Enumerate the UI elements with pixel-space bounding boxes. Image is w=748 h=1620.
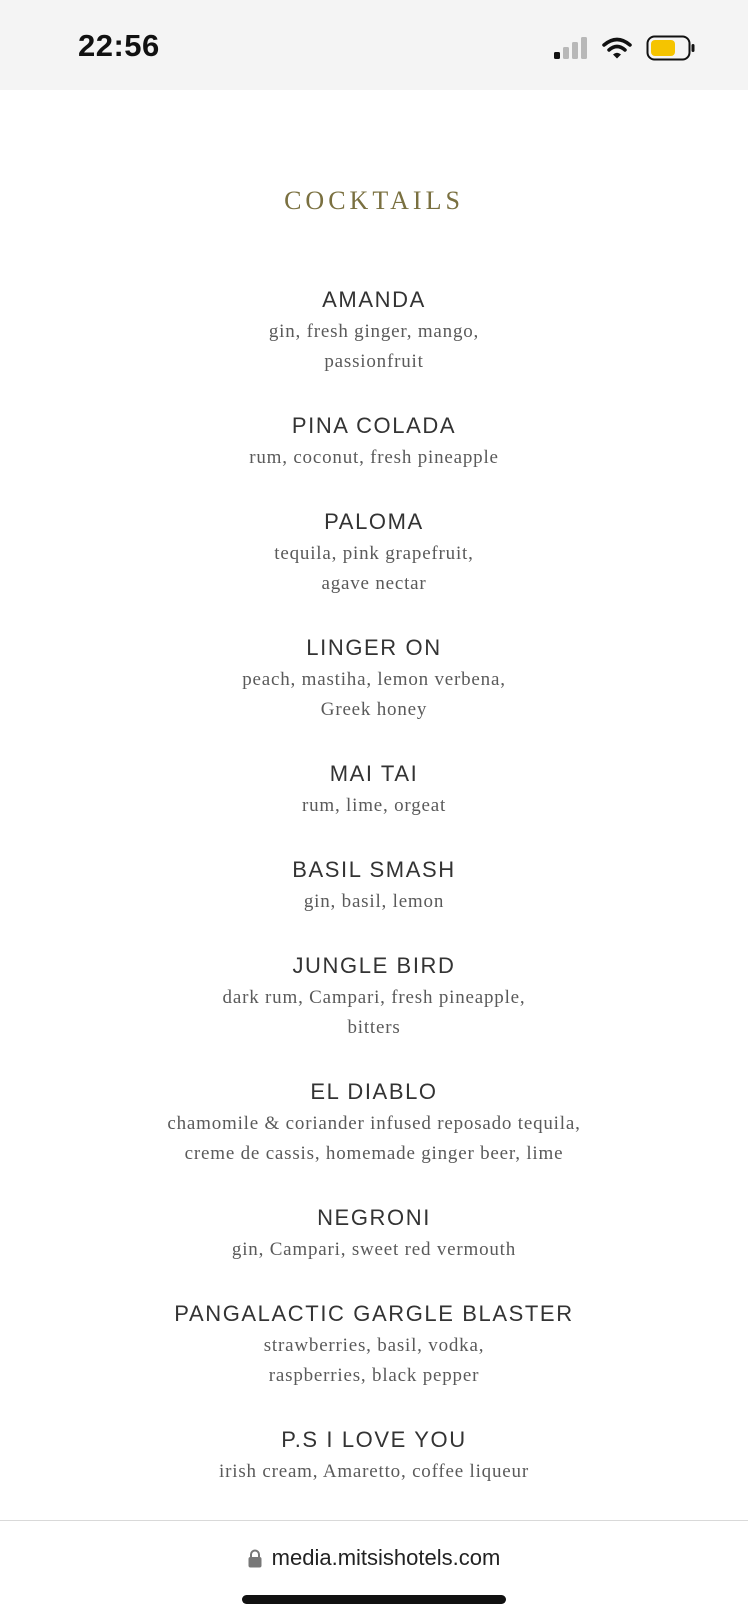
- bottom-divider: [0, 1520, 748, 1521]
- cocktail-name: LINGER ON: [306, 635, 442, 660]
- cocktail-ingredients: rum, coconut, fresh pineapple: [249, 447, 499, 468]
- battery-icon: [646, 35, 696, 61]
- menu-item: [0, 285, 748, 377]
- status-icons: [554, 34, 696, 62]
- cocktail-ingredients: tequila, pink grapefruit,: [274, 543, 474, 564]
- cocktail-ingredients: passionfruit: [324, 351, 424, 372]
- cocktail-name: PANGALACTIC GARGLE BLASTER: [174, 1301, 574, 1326]
- cocktail-ingredients: Greek honey: [320, 699, 428, 720]
- menu-item: [0, 633, 748, 725]
- menu-item: [0, 411, 748, 473]
- lock-icon: [248, 1549, 262, 1568]
- cocktail-name: P.S I LOVE YOU: [281, 1427, 467, 1452]
- cocktail-name: JUNGLE BIRD: [292, 953, 456, 978]
- url-text[interactable]: media.mitsishotels.com: [271, 1545, 501, 1570]
- cocktail-name: PALOMA: [324, 509, 424, 534]
- cocktail-name: AMANDA: [322, 287, 426, 312]
- status-bar: [0, 0, 748, 90]
- url-bar[interactable]: [0, 1538, 748, 1578]
- cocktail-ingredients: bitters: [347, 1017, 401, 1038]
- cocktail-name: NEGRONI: [317, 1205, 431, 1230]
- menu-item: [0, 507, 748, 599]
- home-indicator[interactable]: [242, 1595, 506, 1604]
- battery-level: [651, 40, 675, 56]
- cocktail-ingredients: strawberries, basil, vodka,: [263, 1335, 485, 1356]
- menu-item: [0, 1077, 748, 1169]
- cocktail-ingredients: irish cream, Amaretto, coffee liqueur: [219, 1461, 529, 1482]
- cocktail-ingredients: creme de cassis, homemade ginger beer, lime: [184, 1143, 564, 1164]
- cocktail-ingredients: peach, mastiha, lemon verbena,: [242, 669, 506, 690]
- menu-item: [0, 1425, 748, 1487]
- section-title: COCKTAILS: [284, 186, 464, 215]
- cocktail-ingredients: gin, fresh ginger, mango,: [268, 321, 480, 342]
- cocktail-ingredients: raspberries, black pepper: [268, 1365, 480, 1386]
- status-time: 22:56: [78, 28, 160, 63]
- cocktail-ingredients: gin, Campari, sweet red vermouth: [231, 1239, 517, 1260]
- cocktail-name: MAI TAI: [329, 761, 419, 786]
- cocktail-ingredients: agave nectar: [321, 573, 427, 594]
- wifi-icon: [602, 37, 632, 59]
- cellular-signal-icon: [554, 37, 588, 59]
- menu-item: [0, 759, 748, 821]
- cocktail-ingredients: dark rum, Campari, fresh pineapple,: [222, 987, 526, 1008]
- cocktail-name: BASIL SMASH: [292, 857, 456, 882]
- cocktail-ingredients: gin, basil, lemon: [303, 891, 445, 912]
- menu-item: [0, 1203, 748, 1265]
- cocktail-name: PINA COLADA: [291, 413, 457, 438]
- menu-item: [0, 951, 748, 1043]
- menu-item: [0, 855, 748, 917]
- cocktail-ingredients: rum, lime, orgeat: [301, 795, 447, 816]
- menu-item: [0, 1299, 748, 1391]
- cocktail-ingredients: chamomile & coriander infused reposado tequila,: [167, 1113, 581, 1134]
- cocktail-list: [0, 285, 748, 1521]
- cocktail-name: EL DIABLO: [310, 1079, 438, 1104]
